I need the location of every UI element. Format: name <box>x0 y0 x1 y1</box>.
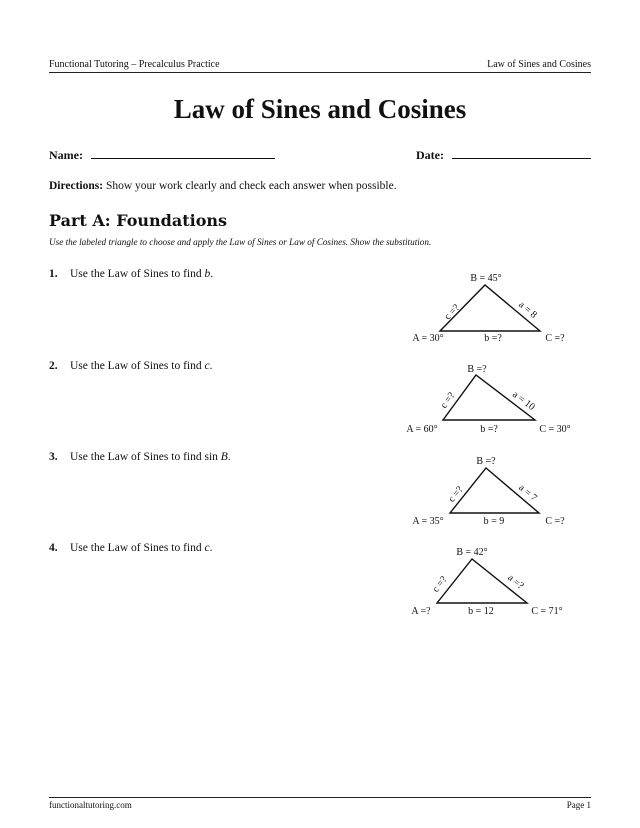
side-label-c: c =? <box>430 574 450 595</box>
triangle-diagram-4 <box>400 542 580 624</box>
side-label-a: a = 10 <box>510 389 537 413</box>
problem-text: Use the Law of Sines to find <box>70 542 202 554</box>
vertex-label-A: A = 60° <box>406 424 438 435</box>
problem-text: Use the Law of Sines to find <box>70 360 202 372</box>
problem-number: 1. <box>49 268 58 280</box>
problem-number: 4. <box>49 542 58 554</box>
header-right: Law of Sines and Cosines <box>487 59 591 70</box>
problem-target: b <box>204 268 211 280</box>
problem-3: 3. Use the Law of Sines to find sin B. <box>49 451 231 463</box>
page-number: Page 1 <box>566 800 591 810</box>
vertex-label-A: A = 30° <box>412 333 444 344</box>
part-a-instructions: Use the labeled triangle to choose and apply the Law of Sines or Law of Cosines. Show the substitution. <box>49 237 432 247</box>
side-label-a: a =? <box>505 572 526 592</box>
problem-target: B <box>220 451 228 463</box>
vertex-label-C: C =? <box>545 516 565 527</box>
date-field[interactable] <box>452 158 591 159</box>
vertex-label-C: C = 30° <box>539 424 571 435</box>
problem-1: 1. Use the Law of Sines to find b. <box>49 268 214 280</box>
problem-number: 3. <box>49 451 58 463</box>
name-label: Name: <box>49 148 83 162</box>
problem-4: 4. Use the Law of Sines to find c. <box>49 542 213 554</box>
problem-text: Use the Law of Sines to find sin <box>70 451 218 463</box>
date-label: Date: <box>416 148 444 162</box>
vertex-label-C: C =? <box>545 333 565 344</box>
name-field[interactable] <box>91 158 275 159</box>
page-title: Law of Sines and Cosines <box>173 94 467 124</box>
vertex-label-A: A = 35° <box>412 516 444 527</box>
problem-number: 2. <box>49 360 58 372</box>
part-a-heading: Part A: Foundations <box>49 211 228 230</box>
vertex-label-A: A =? <box>411 606 431 617</box>
side-label-c: c =? <box>438 390 458 411</box>
side-label-b: b = 12 <box>468 606 494 617</box>
header-rule <box>49 72 591 73</box>
problem-target: c <box>204 542 210 554</box>
directions-label: Directions: <box>49 180 104 192</box>
problem-target: c <box>204 360 210 372</box>
footer-website[interactable]: functionaltutoring.com <box>49 800 132 810</box>
directions <box>49 180 397 192</box>
vertex-label-B: B =? <box>476 456 496 467</box>
directions-text: Show your work clearly and check each answer when possible. <box>105 180 397 192</box>
vertex-label-B: B =? <box>467 364 487 375</box>
side-label-a: a = 8 <box>516 299 539 321</box>
header-left: Functional Tutoring – Precalculus Practice <box>49 59 220 70</box>
triangle-diagram-2 <box>400 360 580 442</box>
side-label-b: b =? <box>484 333 502 344</box>
vertex-label-B: B = 42° <box>456 547 488 558</box>
footer-rule <box>49 797 591 798</box>
vertex-label-B: B = 45° <box>470 273 502 284</box>
problem-text: Use the Law of Sines to find <box>70 268 202 280</box>
triangle-diagram-3 <box>400 451 580 533</box>
side-label-a: a = 7 <box>516 482 539 504</box>
side-label-c: c =? <box>442 302 463 323</box>
side-label-b: b =? <box>480 424 498 435</box>
problem-2: 2. Use the Law of Sines to find c. <box>49 360 213 372</box>
triangle-diagram-1 <box>400 268 580 350</box>
side-label-b: b = 9 <box>483 516 505 527</box>
side-label-c: c =? <box>446 484 466 505</box>
vertex-label-C: C = 71° <box>531 606 563 617</box>
